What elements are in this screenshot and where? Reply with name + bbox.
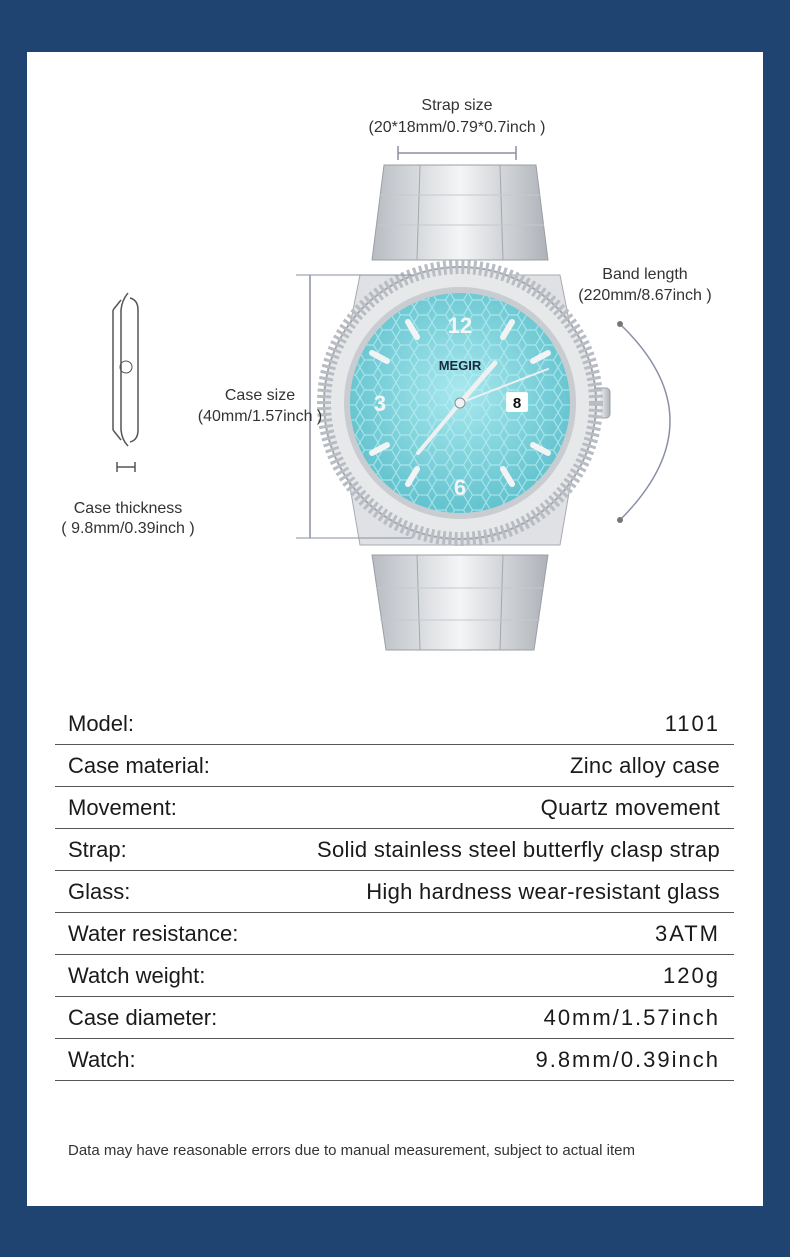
case-thickness-value: ( 9.8mm/0.39inch ) [61,520,195,537]
spec-value: 1101 [269,703,734,745]
spec-label: Watch: [55,1039,269,1081]
spec-row-movement [55,787,734,829]
spec-label: Glass: [55,871,269,913]
spec-value: High hardness wear-resistant glass [269,871,734,913]
spec-row-watch [55,1039,734,1081]
spec-row-model [55,703,734,745]
band-length-title: Band length [602,266,688,283]
strap-size-dimension [398,146,516,160]
case-thickness-title: Case thickness [73,500,183,517]
spec-value: Quartz movement [269,787,734,829]
spec-label: Strap: [55,829,269,871]
band-length-arc [617,321,670,523]
strap-size-value: (20*18mm/0.79*0.7inch ) [368,119,546,136]
date-value: 8 [512,395,522,412]
spec-value: 40mm/1.57inch [269,997,734,1039]
side-profile-drawing [113,293,138,472]
spec-value: 120g [269,955,734,997]
spec-value: 9.8mm/0.39inch [269,1039,734,1081]
bracelet-bottom [372,555,548,650]
case-size-title: Case size [224,387,296,404]
brand-logo: MEGIR [438,358,482,373]
strap-size-title: Strap size [421,97,493,114]
spec-label: Water resistance: [55,913,269,955]
numeral-12: 12 [447,313,473,338]
specs-table [55,703,734,1081]
spec-value: Zinc alloy case [269,745,734,787]
bracelet-top [372,165,548,260]
spec-row-water-resistance [55,913,734,955]
spec-label: Watch weight: [55,955,269,997]
numeral-6: 6 [453,475,467,500]
spec-row-glass [55,871,734,913]
spec-label: Case material: [55,745,269,787]
spec-label: Case diameter: [55,997,269,1039]
numeral-3: 3 [373,391,387,416]
spec-label: Model: [55,703,269,745]
spec-value: 3ATM [269,913,734,955]
spec-label: Movement: [55,787,269,829]
case-size-value: (40mm/1.57inch ) [197,408,323,425]
spec-row-case-diameter [55,997,734,1039]
band-length-value: (220mm/8.67inch ) [578,287,712,304]
measurement-disclaimer: Data may have reasonable errors due to manual measurement, subject to actual item [68,1142,635,1159]
spec-value: Solid stainless steel butterfly clasp strap [269,829,734,871]
spec-row-case-material [55,745,734,787]
spec-row-watch-weight [55,955,734,997]
spec-row-strap [55,829,734,871]
